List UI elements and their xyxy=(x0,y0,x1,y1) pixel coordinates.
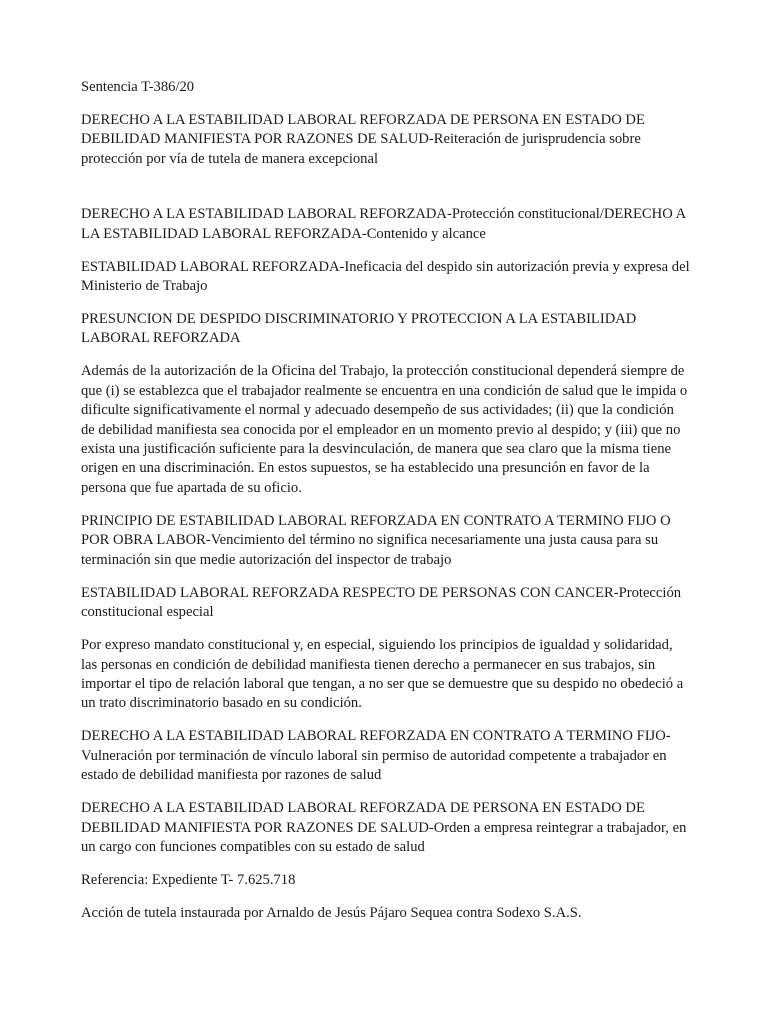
paragraph-6: PRINCIPIO DE ESTABILIDAD LABORAL REFORZADA EN CONTRATO A TERMINO FIJO O POR OBRA LABOR-Vencimiento del término no significa necesariamente una justa causa para su terminación sin que medie autorización del inspector de trabajo xyxy=(81,512,671,568)
paragraph-10: DERECHO A LA ESTABILIDAD LABORAL REFORZADA DE PERSONA EN ESTADO DE DEBILIDAD MANIFIESTA POR RAZONES DE SALUD-Orden a empresa reintegrar a trabajador, en un cargo con funciones compatibles con su estado de salud xyxy=(81,800,687,855)
reference-line: Referencia: Expediente T- 7.625.718 xyxy=(81,871,296,888)
paragraph-2: DERECHO A LA ESTABILIDAD LABORAL REFORZADA-Protección constitucional/DERECHO A LA ESTABILIDAD LABORAL REFORZADA-Contenido y alcance xyxy=(81,206,686,242)
paragraph-8: Por expreso mandato constitucional y, en especial, siguiendo los principios de igualdad y solidaridad, las personas en condición de debilidad manifiesta tienen derecho a permanecer en sus trabajos, sin importar el tipo de relación laboral que tengan, a no ser que se demuestre que su despido no obedeció a un trato discriminatorio basado en su condición. xyxy=(81,637,684,712)
paragraph-4: PRESUNCION DE DESPIDO DISCRIMINATORIO Y PROTECCION A LA ESTABILIDAD LABORAL REFORZADA xyxy=(81,311,637,347)
action-line: Acción de tutela instaurada por Arnaldo de Jesús Pájaro Sequea contra Sodexo S.A.S. xyxy=(81,904,582,921)
paragraph-1: DERECHO A LA ESTABILIDAD LABORAL REFORZADA DE PERSONA EN ESTADO DE DEBILIDAD MANIFIESTA POR RAZONES DE SALUD-Reiteración de jurisprudencia sobre protección por vía de tutela de manera excepcional xyxy=(81,112,645,167)
document-page xyxy=(81,78,691,937)
paragraph-3: ESTABILIDAD LABORAL REFORZADA-Ineficacia del despido sin autorización previa y expresa del Ministerio de Trabajo xyxy=(81,258,690,295)
paragraph-5: Además de la autorización de la Oficina del Trabajo, la protección constitucional dependerá siempre de que (i) se establezca que el trabajador realmente se encuentra en una condición de salud que le impida o dificulte significativamente el normal y adecuado desempeño de sus actividades; (ii) que la condición de debilidad manifiesta sea conocida por el empleador en un momento previo al despido; y (iii) que no exista una justificación suficiente para la desvinculación, de manera que sea claro que la misma tiene origen en una discriminación. En estos supuestos, se ha establecido una presunción en favor de la persona que fue apartada de su oficio. xyxy=(81,363,688,496)
paragraph-9: DERECHO A LA ESTABILIDAD LABORAL REFORZADA EN CONTRATO A TERMINO FIJO-Vulneración por terminación de vínculo laboral sin permiso de autoridad competente a trabajador en estado de debilidad manifiesta por razones de salud xyxy=(81,728,671,784)
paragraph-7: ESTABILIDAD LABORAL REFORZADA RESPECTO DE PERSONAS CON CANCER-Protección constitucional especial xyxy=(81,584,682,621)
document-title: Sentencia T-386/20 xyxy=(81,79,195,95)
